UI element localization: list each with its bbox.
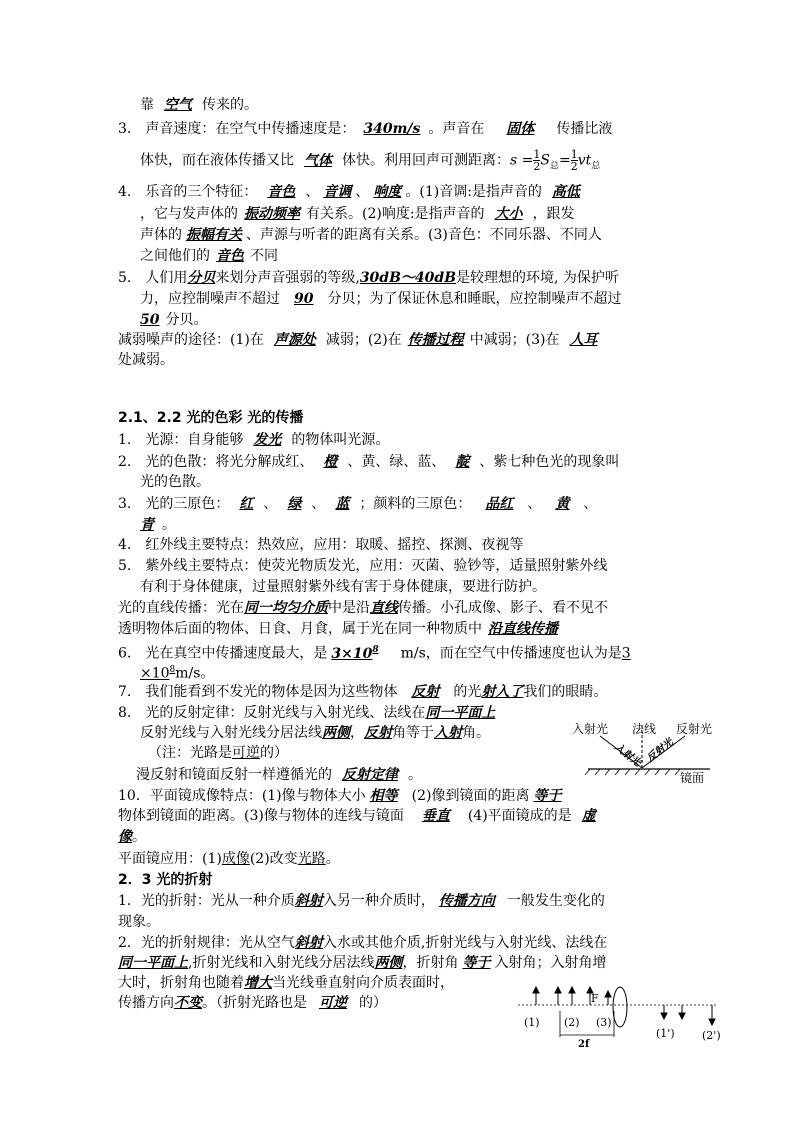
fraction-half: $\frac{1}{2}$	[533, 148, 541, 173]
image-1-label: (1')	[656, 1027, 675, 1040]
sound-speed-line: 3. 声音速度：在空气中传播速度是： 340m/s 。声音在 固体 传播比液	[118, 121, 613, 137]
reflection-law-line-2: 反射光线与入射光线分居法线两侧，反射角等于入射角。	[140, 725, 490, 741]
region-1-label: (1)	[524, 1016, 540, 1029]
lens-imaging-diagram	[512, 985, 724, 1070]
musical-sound-features-line: 4. 乐音的三个特征： 音色 、 音调 、 响度 。(1)音调:是指声音的 高低	[118, 184, 580, 200]
sound-speed-line-2: 体快，而在液体传播又比 气体 体快。利用回声可测距离：s = $\frac{1}{2}$ $S_总=$ $\frac{1}{2}$ $vt_总$	[140, 148, 601, 173]
plane-mirror-features-line-2: 物体到镜面的距离。(3)像与物体的连线与镜面 垂直 (4)平面镜成的是 虚	[118, 808, 596, 824]
reflection-reversible-line: （注：光路是可逆的）	[148, 745, 288, 761]
air-carries-sound-line: 靠 空气 传来的。	[140, 97, 258, 113]
noise-limit-line: 力，应控制噪声不超过 90 分贝；为了保证休息和睡眠，应控制噪声不超过	[140, 291, 622, 307]
musical-sound-pitch-line: ，它与发声体的 振动频率 有关系。(2)响度:是指声音的 大小 ，跟发	[140, 206, 575, 222]
plane-mirror-features-line: 10．平面镜成像特点：(1)像与物体大小 相等 (2)像到镜面的距离 等于	[118, 788, 562, 804]
fraction-half-2: $\frac{1}{2}$	[570, 148, 578, 173]
ultraviolet-line: 5. 紫外线主要特点：使荧光物质发光，应用：灭菌、验钞等，适量照射紫外线	[118, 558, 608, 574]
normal-label: 法线	[632, 722, 657, 736]
noise-reduction-line: 减弱噪声的途径：(1)在 声源处 减弱；(2)在 传播过程 中减弱；(3)在 人耳	[118, 332, 598, 348]
refraction-law-line-4: 传播方向不变。（折射光路也是 可逆 的）	[118, 995, 387, 1011]
refraction-law-line-3: 大时，折射角也随着增大当光线垂直射向介质表面时，	[118, 975, 454, 991]
region-2-label: (2)	[564, 1016, 580, 1029]
section-refraction-title: 2．3 光的折射	[118, 872, 213, 888]
refraction-definition-line: 1．光的折射：光从一种介质斜射入另一种介质时， 传播方向 一般发生变化的	[118, 893, 605, 909]
refraction-law-line: 2．光的折射规律：光从空气斜射入水或其他介质,折射光线与入射光线、法线在	[118, 935, 608, 951]
straight-line-propagation: 光的直线传播：光在同一均匀介质中是沿直线传播。小孔成像、影子、看不见不	[118, 600, 608, 616]
see-objects-line: 7. 我们能看到不发光的物体是因为这些物体 反射 的光射入了我们的眼睛。	[118, 684, 608, 700]
2f-label: 2f	[578, 1039, 590, 1050]
incident-ray-label: 入射光	[612, 741, 643, 769]
light-source-line: 1. 光源：自身能够 发光 的物体叫光源。	[118, 432, 390, 448]
reflection-law-line: 8. 光的反射定律：反射光线与入射光线、法线在同一平面上	[118, 705, 496, 721]
diffuse-reflection-line: 漫反射和镜面反射一样遵循光的 反射定律 。	[136, 767, 422, 783]
plane-mirror-features-line-3: 像。	[118, 829, 146, 845]
light-speed-line: 6. 光在真空中传播速度最大，是 $3\times 10^8$ m/s，而在空气中传播速度也认为是3	[118, 645, 631, 662]
ultraviolet-line-2: 有利于身体健康，过量照射紫外线有害于身体健康，要进行防护。	[140, 579, 546, 595]
reflected-light-label: 反射光	[676, 722, 713, 736]
mirror-label: 镜面	[680, 771, 705, 785]
image-2-label: (2')	[702, 1029, 721, 1042]
object-arrows	[533, 987, 611, 1005]
section-light-title: 2.1、2.2 光的色彩 光的传播	[118, 410, 304, 426]
reflected-ray-label: 反射光	[645, 737, 676, 765]
plane-mirror-uses-line: 平面镜应用：(1)成像(2)改变光路。	[118, 851, 340, 867]
noise-sleep-line: 50 分贝。	[140, 312, 208, 328]
image-arrows	[661, 1005, 715, 1025]
straight-line-propagation-2: 透明物体后面的物体、日食、月食，属于光在同一种物质中 沿直线传播	[118, 621, 558, 637]
noise-reduction-line-2: 处减弱。	[118, 352, 174, 368]
focal-point-label: F	[591, 992, 599, 1005]
primary-colors-line-2: 青 。	[140, 517, 176, 533]
noise-level-line: 5. 人们用分贝来划分声音强弱的等级,30dB～40dB是较理想的环境, 为保护听	[118, 270, 619, 286]
reflection-diagram	[570, 718, 720, 788]
mirror-hatching	[585, 769, 680, 775]
infrared-line: 4. 红外线主要特点：热效应，应用：取暖、摇控、探测、夜视等	[118, 537, 524, 553]
incident-light-label: 入射光	[572, 722, 609, 736]
musical-sound-timbre-line: 之间他们的 音色 不同	[140, 248, 278, 264]
region-3-label: (3)	[596, 1016, 612, 1029]
musical-sound-loudness-line: 声体的 振幅有关 、声源与听者的距离有关系。(3)音色：不同乐器、不同人	[140, 227, 602, 243]
dispersion-line-2: 光的色散。	[140, 474, 210, 490]
dispersion-line: 2. 光的色散：将光分解成红、 橙 、黄、绿、蓝、 靛 、紫七种色光的现象叫	[118, 454, 620, 470]
convex-lens	[613, 987, 627, 1027]
primary-colors-line: 3. 光的三原色： 红 、 绿 、 蓝 ；颜料的三原色： 品红 、 黄 、	[118, 496, 598, 512]
refraction-law-line-2: 同一平面上,折射光线和入射光线分居法线两侧，折射角 等于 入射角；入射角增	[118, 955, 607, 971]
refraction-definition-line-2: 现象。	[118, 914, 160, 930]
light-speed-line-2: $\times 10^8m/s$。	[140, 665, 215, 682]
